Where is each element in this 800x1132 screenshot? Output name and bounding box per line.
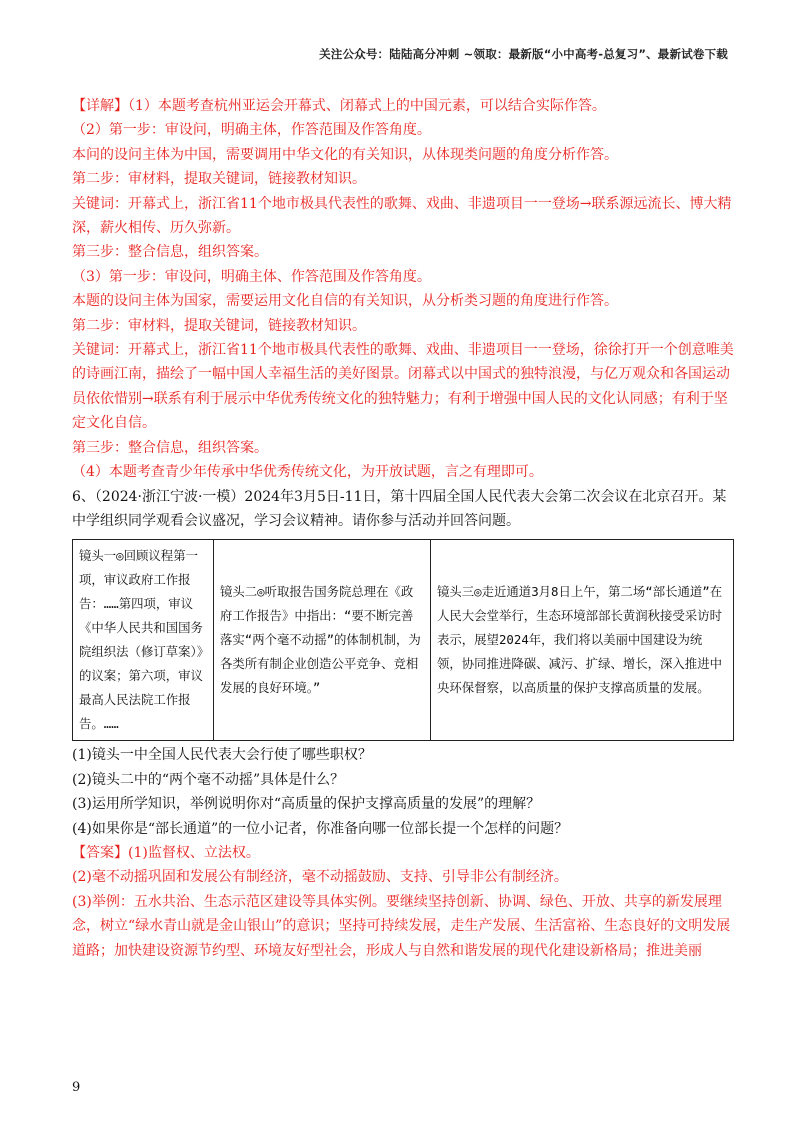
- answer-line-2: (2)毫不动摇巩固和发展公有制经济，毫不动摇鼓励、支持、引导非公有制经济。: [72, 869, 568, 886]
- explain-line-7: （3）第一步：审设问，明确主体、作答范围及作答角度。: [72, 268, 431, 285]
- question-6-2: (2)镜头二中的“两个毫不动摇”具体是什么？: [72, 771, 345, 788]
- explain-line-5: 关键词：开幕式上，浙江省11个地市极具代表性的歌舞、戏曲、非遗项目一一登场→联系源远流长、博大精深，薪火相传、历久弥新。: [72, 195, 732, 237]
- explain-line-12: （4）本题考查青少年传承中华优秀传统文化，为开放试题，言之有理即可。: [72, 464, 543, 481]
- answer-line-3: (3)举例：五水共治、生态示范区建设等具体实例。要继续坚持创新、协调、绿色、开放、共享的新发展理念，树立“绿水青山就是金山银山”的意识；坚持可持续发展，走生产发展、生活富裕、生态良好的文明发展道路；加快建设资源节约型、环境友好型社会，形成人与自然和谐发展的现代化建设新格局；推进美丽: [72, 893, 731, 959]
- material-table: [72, 539, 734, 741]
- explain-line-9: 第二步：审材料，提取关键词，链接教材知识。: [72, 317, 366, 334]
- table-cell-scene-3: 镜头三◎走近通道3月8日上午，第二场“部长通道”在人民大会堂举行，生态环境部部长黄润秋接受采访时表示，展望2024年，我们将以美丽中国建设为统领，协同推进降碳、减污、扩绿、增长，深入推进中央环保督察，以高质量的保护支撑高质量的发展。: [431, 540, 734, 741]
- explain-line-1: 【详解】（1）本题考查杭州亚运会开幕式、闭幕式上的中国元素，可以结合实际作答。: [72, 98, 606, 114]
- question-6-3: (3)运用所学知识，举例说明你对“高质量的保护支撑高质量的发展”的理解？: [72, 796, 541, 813]
- explain-line-11: 第三步：整合信息，组织答案。: [72, 439, 268, 456]
- explain-line-2: （2）第一步：审设问，明确主体，作答范围及作答角度。: [72, 122, 431, 139]
- explain-line-8: 本题的设问主体为国家，需要运用文化自信的有关知识，从分析类习题的角度进行作答。: [72, 293, 618, 310]
- explain-line-10: 关键词：开幕式上，浙江省11个地市极具代表性的歌舞、戏曲、非遗项目一一登场，徐徐打开一个创意唯美的诗画江南，描绘了一幅中国人幸福生活的美好图景。闭幕式以中国式的独特浪漫，与亿万观众和各国运动员依依惜别→联系有利于展示中华优秀传统文化的独特魅力；有利于增强中国人民的文化认同感；有利于坚定文化自信。: [72, 342, 734, 432]
- explain-line-6: 第三步：整合信息，组织答案。: [72, 244, 268, 261]
- table-cell-scene-1: 镜头一◎回顾议程第一项，审议政府工作报告：……第四项，审议《中华人民共和国国务院组织法（修订草案）》的议案；第六项，审议最高人民法院工作报告。……: [73, 540, 214, 741]
- question-6-1: (1)镜头一中全国人民代表大会行使了哪些职权？: [72, 747, 372, 764]
- page-number: 9: [72, 1080, 81, 1095]
- page-header: 关注公众号：陆陆高分冲刺 ~领取：最新版“小中高考-总复习”、最新试卷下载: [319, 47, 728, 61]
- table-cell-scene-2: 镜头二◎听取报告国务院总理在《政府工作报告》中指出：“要不断完善落实“两个毫不动摇”的体制机制，为各类所有制企业创造公平竞争、竞相发展的良好环境。”: [214, 540, 431, 741]
- answer-line-1: 【答案】(1)监督权、立法权。: [72, 844, 260, 861]
- explain-line-3: 本问的设问主体为中国，需要调用中华文化的有关知识，从体现类问题的角度分析作答。: [72, 146, 618, 163]
- question-6-stem: 6、（2024·浙江宁波·一模）2024年3月5日-11日，第十四届全国人民代表大会第二次会议在北京召开。某中学组织同学观看会议盛况，学习会议精神。请你参与活动并回答问题。: [72, 488, 727, 529]
- explain-line-4: 第二步：审材料，提取关键词，链接教材知识。: [72, 171, 366, 188]
- question-6-4: (4)如果你是“部长通道”的一位小记者，你准备向哪一位部长提一个怎样的问题？: [72, 820, 569, 837]
- page-content: [72, 94, 734, 963]
- material-table-row: [73, 540, 734, 741]
